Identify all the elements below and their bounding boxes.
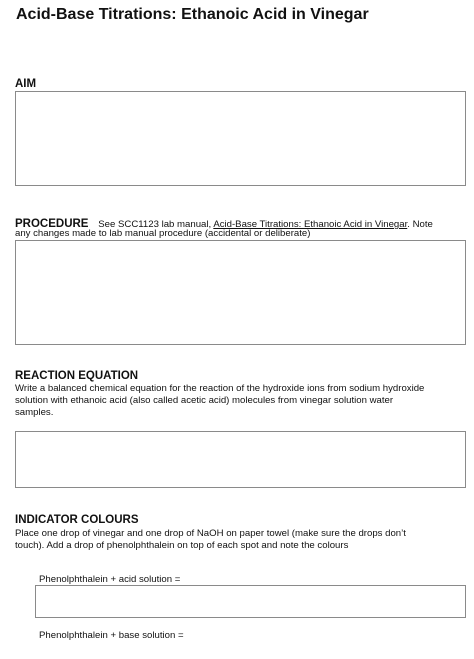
reaction-instructions-line1: Write a balanced chemical equation for the reaction of the hydroxide ions from sodium hydroxide [15, 383, 425, 394]
reaction-instructions-line2: solution with ethanoic acid (also called acetic acid) molecules from vinegar solution water [15, 395, 394, 406]
acid-solution-label: Phenolphthalein + acid solution = [39, 574, 181, 585]
document-title: Acid-Base Titrations: Ethanoic Acid in Vinegar [16, 6, 369, 23]
base-solution-label: Phenolphthalein + base solution = [39, 630, 184, 641]
lab-manual-reference: Acid-Base Titrations: Ethanoic Acid in Vinegar [213, 219, 408, 230]
indicator-heading: INDICATOR COLOURS [15, 514, 139, 526]
aim-answer-box[interactable] [15, 91, 466, 186]
reaction-answer-box[interactable] [15, 431, 466, 488]
indicator-instructions-line1: Place one drop of vinegar and one drop of NaOH on paper towel (make sure the drops don’t [15, 528, 406, 539]
procedure-answer-box[interactable] [15, 240, 466, 345]
acid-solution-answer-box[interactable] [35, 585, 466, 618]
procedure-note-suffix: . Note [407, 219, 433, 230]
indicator-instructions-line2: touch). Add a drop of phenolphthalein on top of each spot and note the colours [15, 540, 349, 551]
procedure-note-line2: any changes made to lab manual procedure (accidental or deliberate) [15, 228, 311, 239]
reaction-instructions-line3: samples. [15, 407, 54, 418]
procedure-note-prefix: See SCC1123 lab manual, [98, 219, 214, 230]
reaction-heading: REACTION EQUATION [15, 370, 139, 382]
procedure-heading: PROCEDURE [15, 218, 89, 230]
aim-heading: AIM [15, 78, 37, 90]
